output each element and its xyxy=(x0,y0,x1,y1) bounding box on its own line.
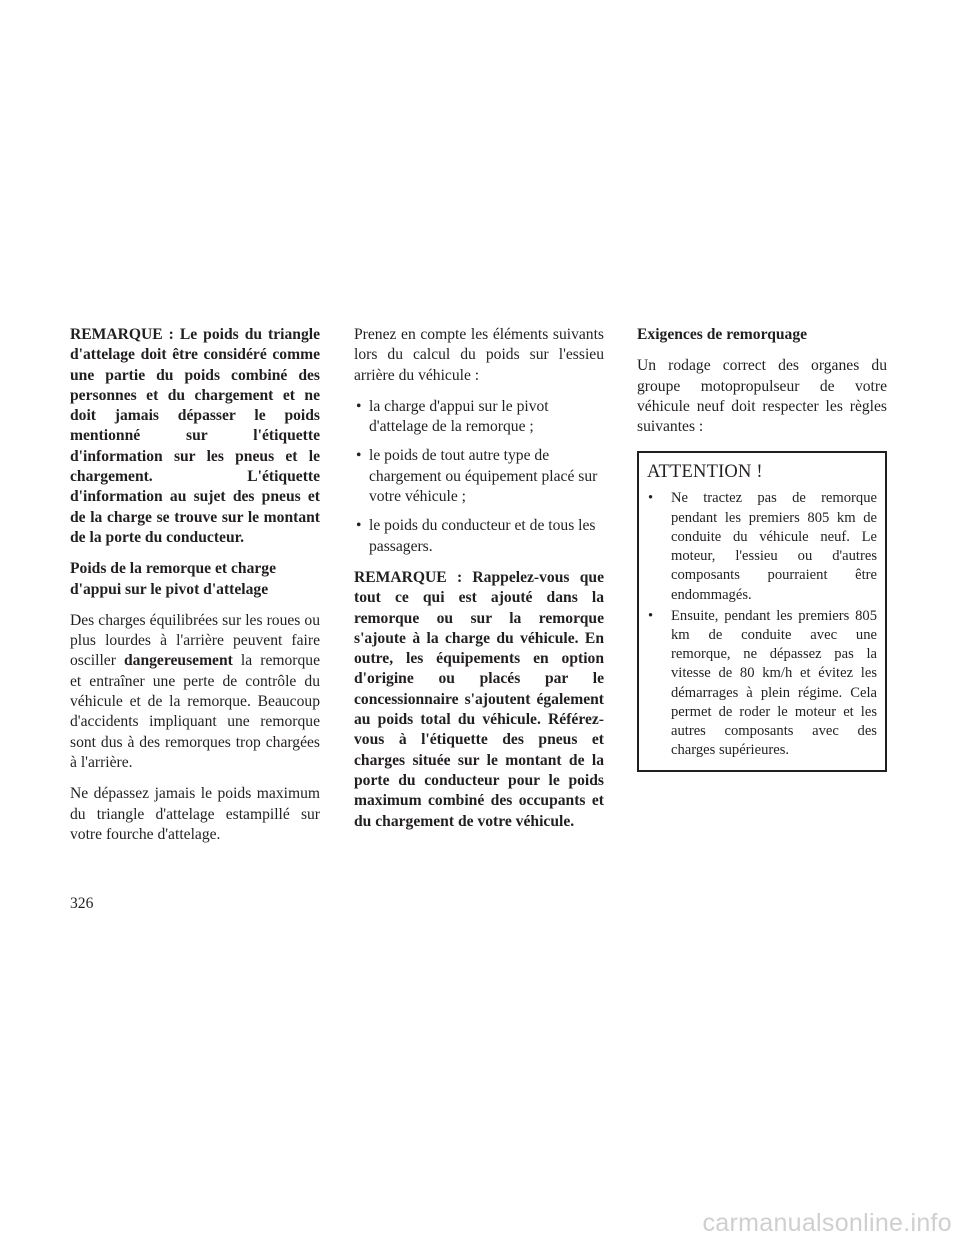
attention-list xyxy=(647,489,877,760)
paragraph-text: la remorque et entraîner une perte de contrôle du véhicule et de la remorque. Beaucoup d'accidents impliquant une remorque sont dus à des remorques trop chargées à l'arrière. xyxy=(70,652,320,771)
list-item xyxy=(354,516,604,557)
list-item xyxy=(354,446,604,507)
paragraph-text: Des charges équilibrées sur les roues ou plus lourdes à l'arrière peuvent faire osciller xyxy=(70,611,320,670)
note-triangle-weight: REMARQUE : Le poids du triangle d'attelage doit être considéré comme une partie du poids combiné des personnes et du chargement et ne doit jamais dépasser le poids mentionné sur l'étiquette d'information sur les pneus et le chargement. L'étiquette d'information au sujet des pneus et de la charge se trouve sur le montant de la porte du conducteur. xyxy=(70,326,320,546)
attention-box xyxy=(637,451,887,772)
section-heading-trailer-weight: Poids de la remorque et charge d'appui sur le pivot d'attelage xyxy=(70,560,277,598)
page-number: 326 xyxy=(70,895,94,912)
list-item xyxy=(647,489,877,604)
list-item-text: Ne tractez pas de remorque pendant les premiers 805 km de conduite du véhicule neuf. Le moteur, l'essieu ou d'autres composants pourraient être endommagés. xyxy=(671,490,877,603)
list-item-text: Ensuite, pendant les premiers 805 km de conduite avec une remorque, ne dépassez pas la vitesse de 80 km/h et évitez les démarrages à plein régime. Cela permet de roder le moteur et les autres composants avec des charges supérieures. xyxy=(671,607,877,759)
bullet-icon: • xyxy=(648,607,654,624)
list-item-text: le poids de tout autre type de chargement ou équipement placé sur votre véhicule ; xyxy=(369,447,598,506)
list-item xyxy=(647,607,877,761)
list-item xyxy=(354,397,604,438)
column-middle xyxy=(354,325,604,843)
column-left xyxy=(70,325,320,856)
paragraph-rear-axle-intro: Prenez en compte les éléments suivants lors du calcul du poids sur l'essieu arrière du véhicule : xyxy=(354,326,604,384)
watermark: carmanualsonline.info xyxy=(702,1209,952,1237)
emphasis-dangerously: dangereusement xyxy=(123,652,233,670)
paragraph-break-in-intro: Un rodage correct des organes du groupe motopropulseur de votre véhicule neuf doit respecter les règles suivantes : xyxy=(637,357,887,436)
paragraph-balanced-loads xyxy=(70,611,320,773)
list-item-text: le poids du conducteur et de tous les passagers. xyxy=(369,517,596,555)
paragraph-max-weight: Ne dépassez jamais le poids maximum du triangle d'attelage estampillé sur votre fourche d'attelage. xyxy=(70,785,320,843)
bullet-icon: • xyxy=(356,517,362,535)
list-item-text: la charge d'appui sur le pivot d'attelage de la remorque ; xyxy=(369,397,549,436)
column-right xyxy=(637,325,887,772)
bullet-icon: • xyxy=(648,490,654,507)
bullet-list-rear-axle xyxy=(354,397,604,557)
bullet-icon: • xyxy=(356,447,362,465)
section-heading-towing-requirements: Exigences de remorquage xyxy=(637,326,808,343)
note-added-weight: REMARQUE : Rappelez-vous que tout ce qui est ajouté dans la remorque ou sur la remorque s'ajoute à la charge du véhicule. En outre, les équipements en option d'origine ou placés par le concessionnaire s'ajoutent également au poids total du véhicule. Référez-vous à l'étiquette des pneus et charges située sur le montant de la porte du conducteur pour le poids maximum combiné des occupants et du chargement de votre véhicule. xyxy=(354,568,604,830)
bullet-icon: • xyxy=(356,397,362,415)
attention-title: ATTENTION ! xyxy=(647,462,763,483)
